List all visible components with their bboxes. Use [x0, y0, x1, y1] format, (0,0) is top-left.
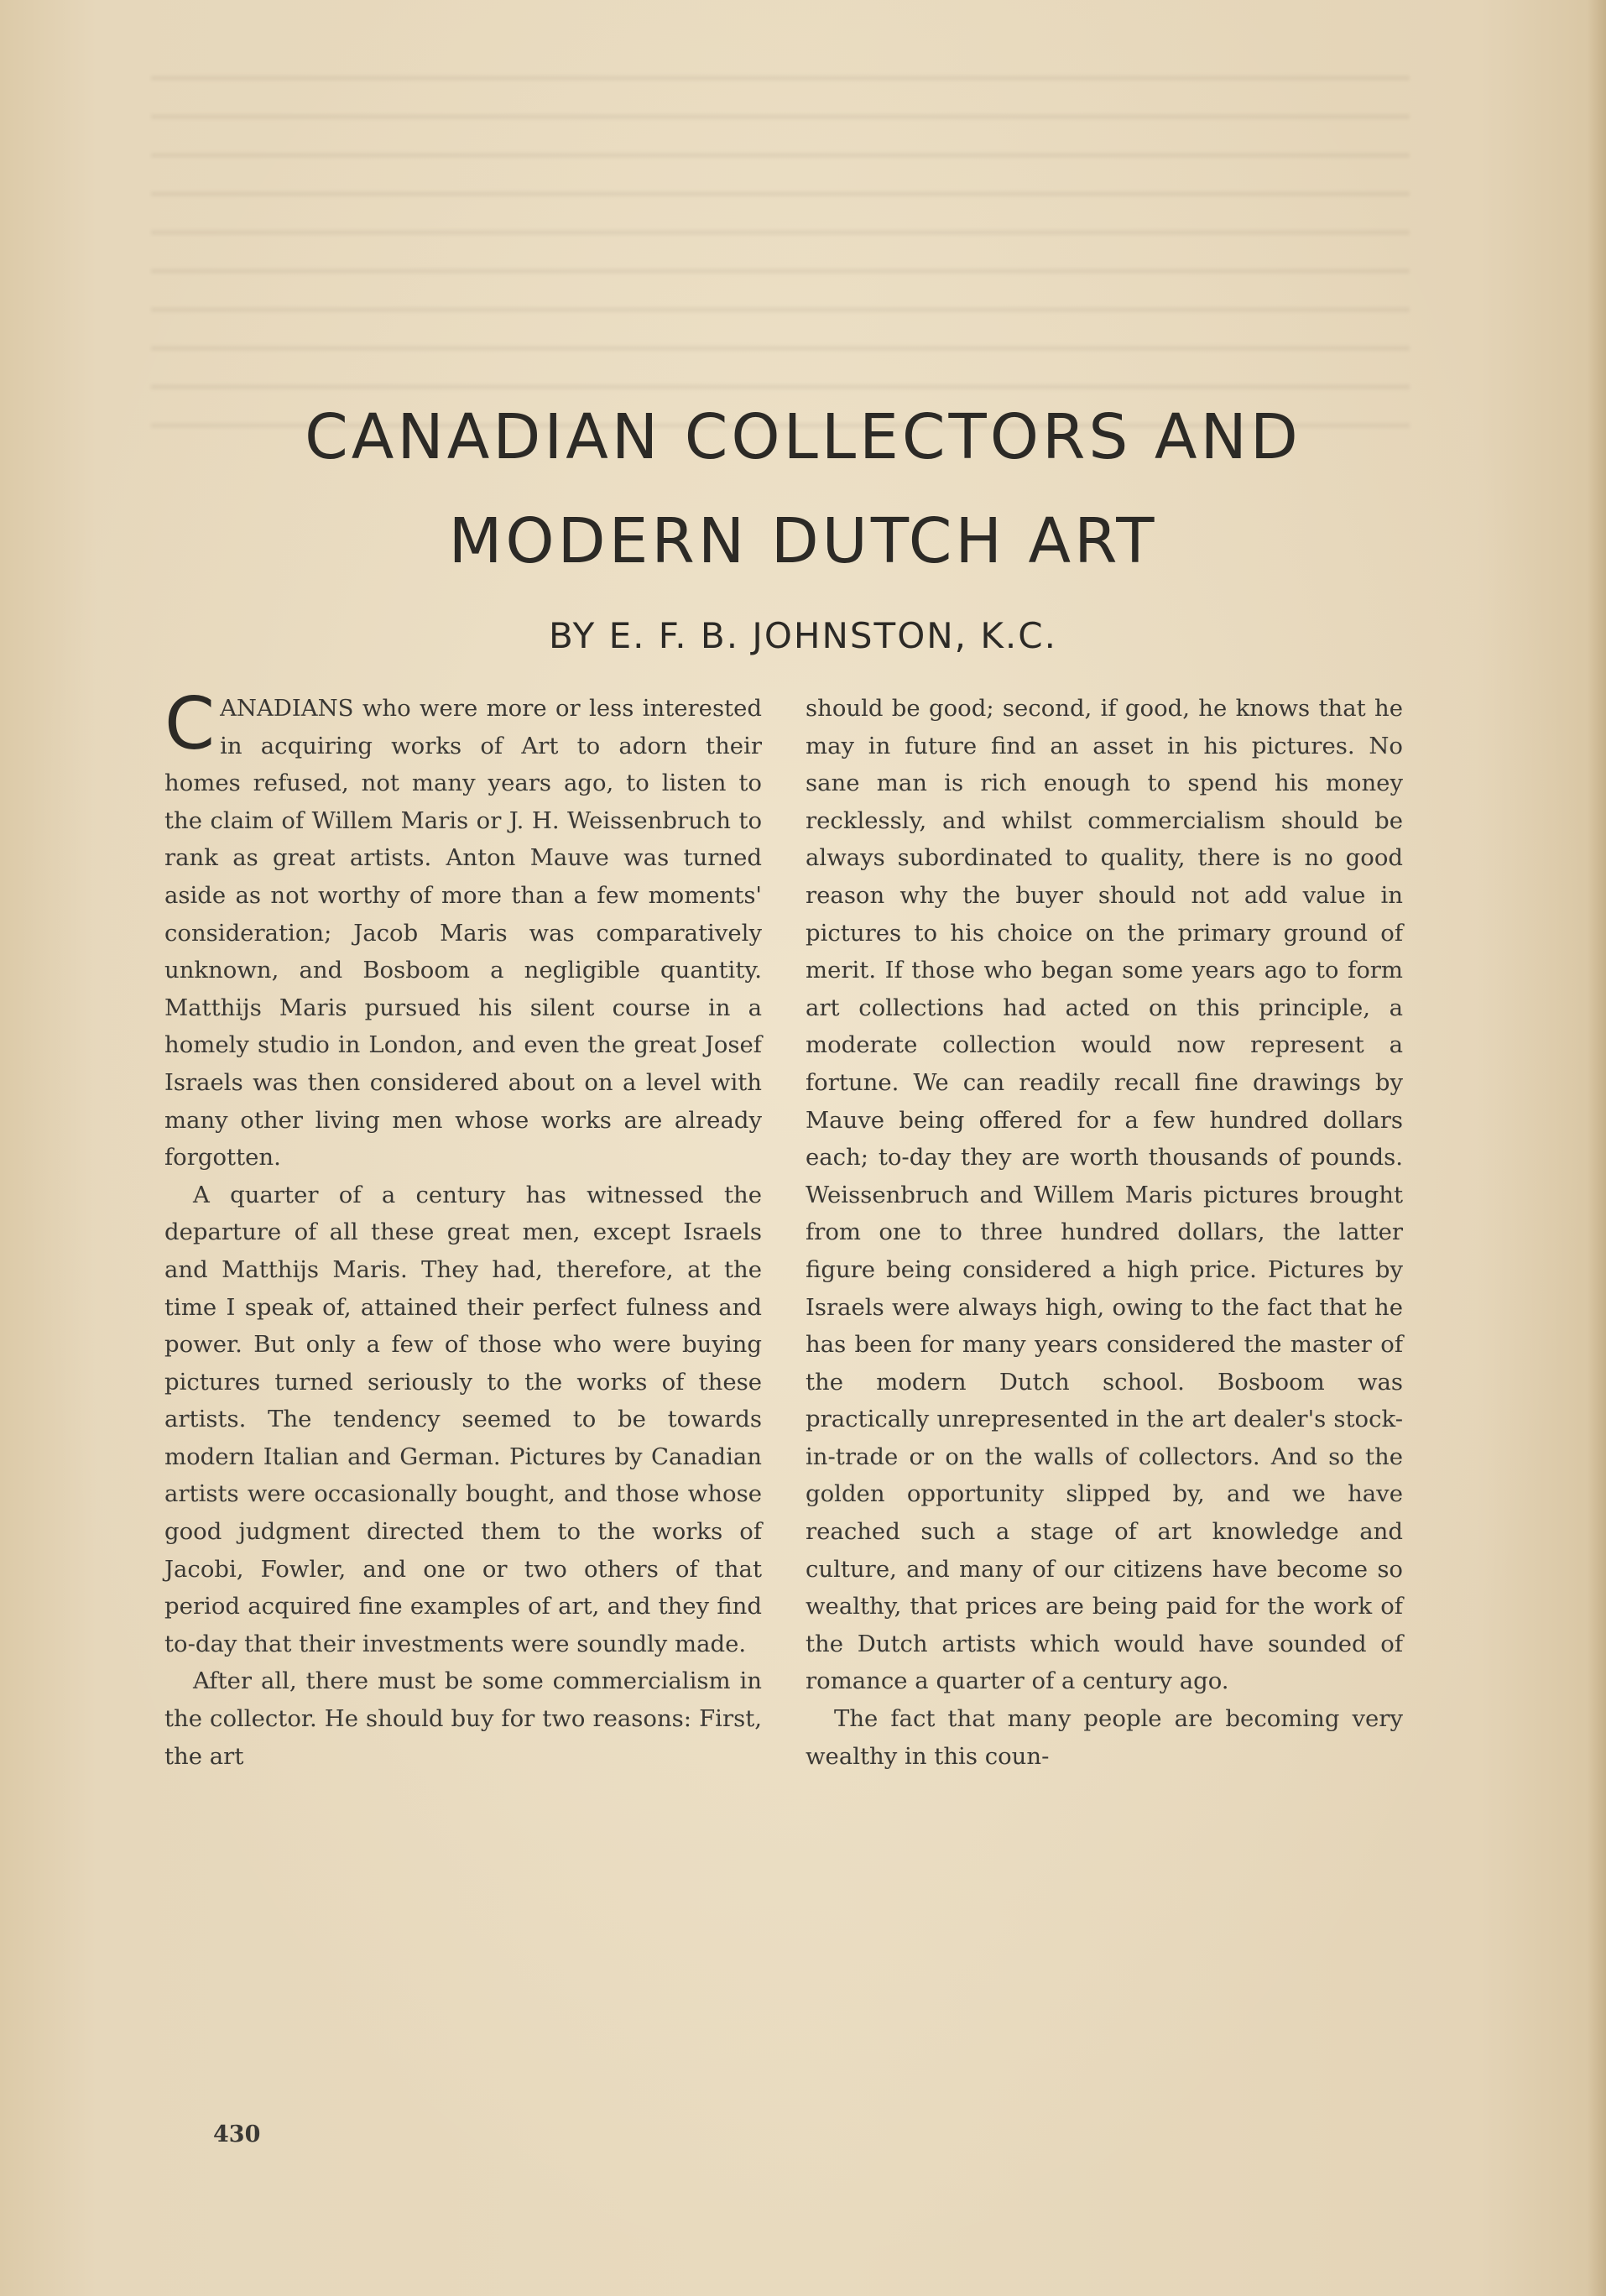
article-byline: BY E. F. B. JOHNSTON, K.C.	[549, 615, 1057, 656]
left-paragraph-1	[164, 682, 762, 1177]
page-edge-shadow	[1588, 0, 1606, 2296]
drop-cap: C	[164, 682, 216, 766]
left-text-column	[164, 682, 762, 1775]
left-paragraph-3: After all, there must be some commercialism in the collector. He should buy for two reasons: First, the art	[164, 1667, 762, 1770]
left-paragraph-1-text: ANADIANS who were more or less interested in acquiring works of Art to adorn their homes refused, not many years ago, to listen to the claim of Willem Maris or J. H. Weissenbruch to rank as great artists. Anton Mauve was turned aside as not worthy of more than a few moments' consideration; Jacob Maris was comparatively unknown, and Bosboom a negligible quantity. Matthijs Maris pursued his silent course in a homely studio in London, and even the great Josef Israels was then considered about on a level with many other living men whose works are already forgotten.	[164, 695, 762, 1171]
page-number: 430	[213, 2121, 261, 2147]
right-paragraph-1: should be good; second, if good, he knows that he may in future find an asset in his pictures. No sane man is rich enough to spend his money recklessly, and whilst commercialism should be always subordinated to quality, there is no good reason why the buyer should not add value in pictures to his choice on the primary ground of merit. If those who began some years ago to form art collections had acted on this principle, a moderate collection would now represent a fortune. We can readily recall fine drawings by Mauve being offered for a few hundred dollars each; to-day they are worth thousands of pounds. Weissenbruch and Willem Maris pictures brought from one to three hundred dollars, the latter figure being considered a high price. Pictures by Israels were always high, owing to the fact that he has been for many years considered the master of the modern Dutch school. Bosboom was practically unrepresented in the art dealer's stock-in-trade or on the walls of collectors. And so the golden opportunity slipped by, and we have reached such a stage of art knowledge and culture, and many of our citizens have become so wealthy, that prices are being paid for the work of the Dutch artists which would have sounded of romance a quarter of a century ago.	[806, 695, 1403, 1695]
article-title-line-2: MODERN DUTCH ART	[448, 505, 1158, 577]
reverse-side-bleed-through	[151, 76, 1410, 428]
right-text-column	[806, 690, 1403, 1775]
left-paragraph-2: A quarter of a century has witnessed the departure of all these great men, except Israels and Matthijs Maris. They had, therefore, at the time I speak of, attained their perfect fulness and power. But only a few of those who were buying pictures turned seriously to the works of these artists. The tendency seemed to be towards modern Italian and German. Pictures by Canadian artists were occasionally bought, and those whose good judgment directed them to the works of Jacobi, Fowler, and one or two others of that period acquired fine examples of art, and they find to-day that their investments were soundly made.	[164, 1181, 762, 1657]
article-title-line-1: CANADIAN COLLECTORS AND	[305, 401, 1301, 473]
right-paragraph-2: The fact that many people are becoming very wealthy in this coun-	[806, 1705, 1403, 1770]
